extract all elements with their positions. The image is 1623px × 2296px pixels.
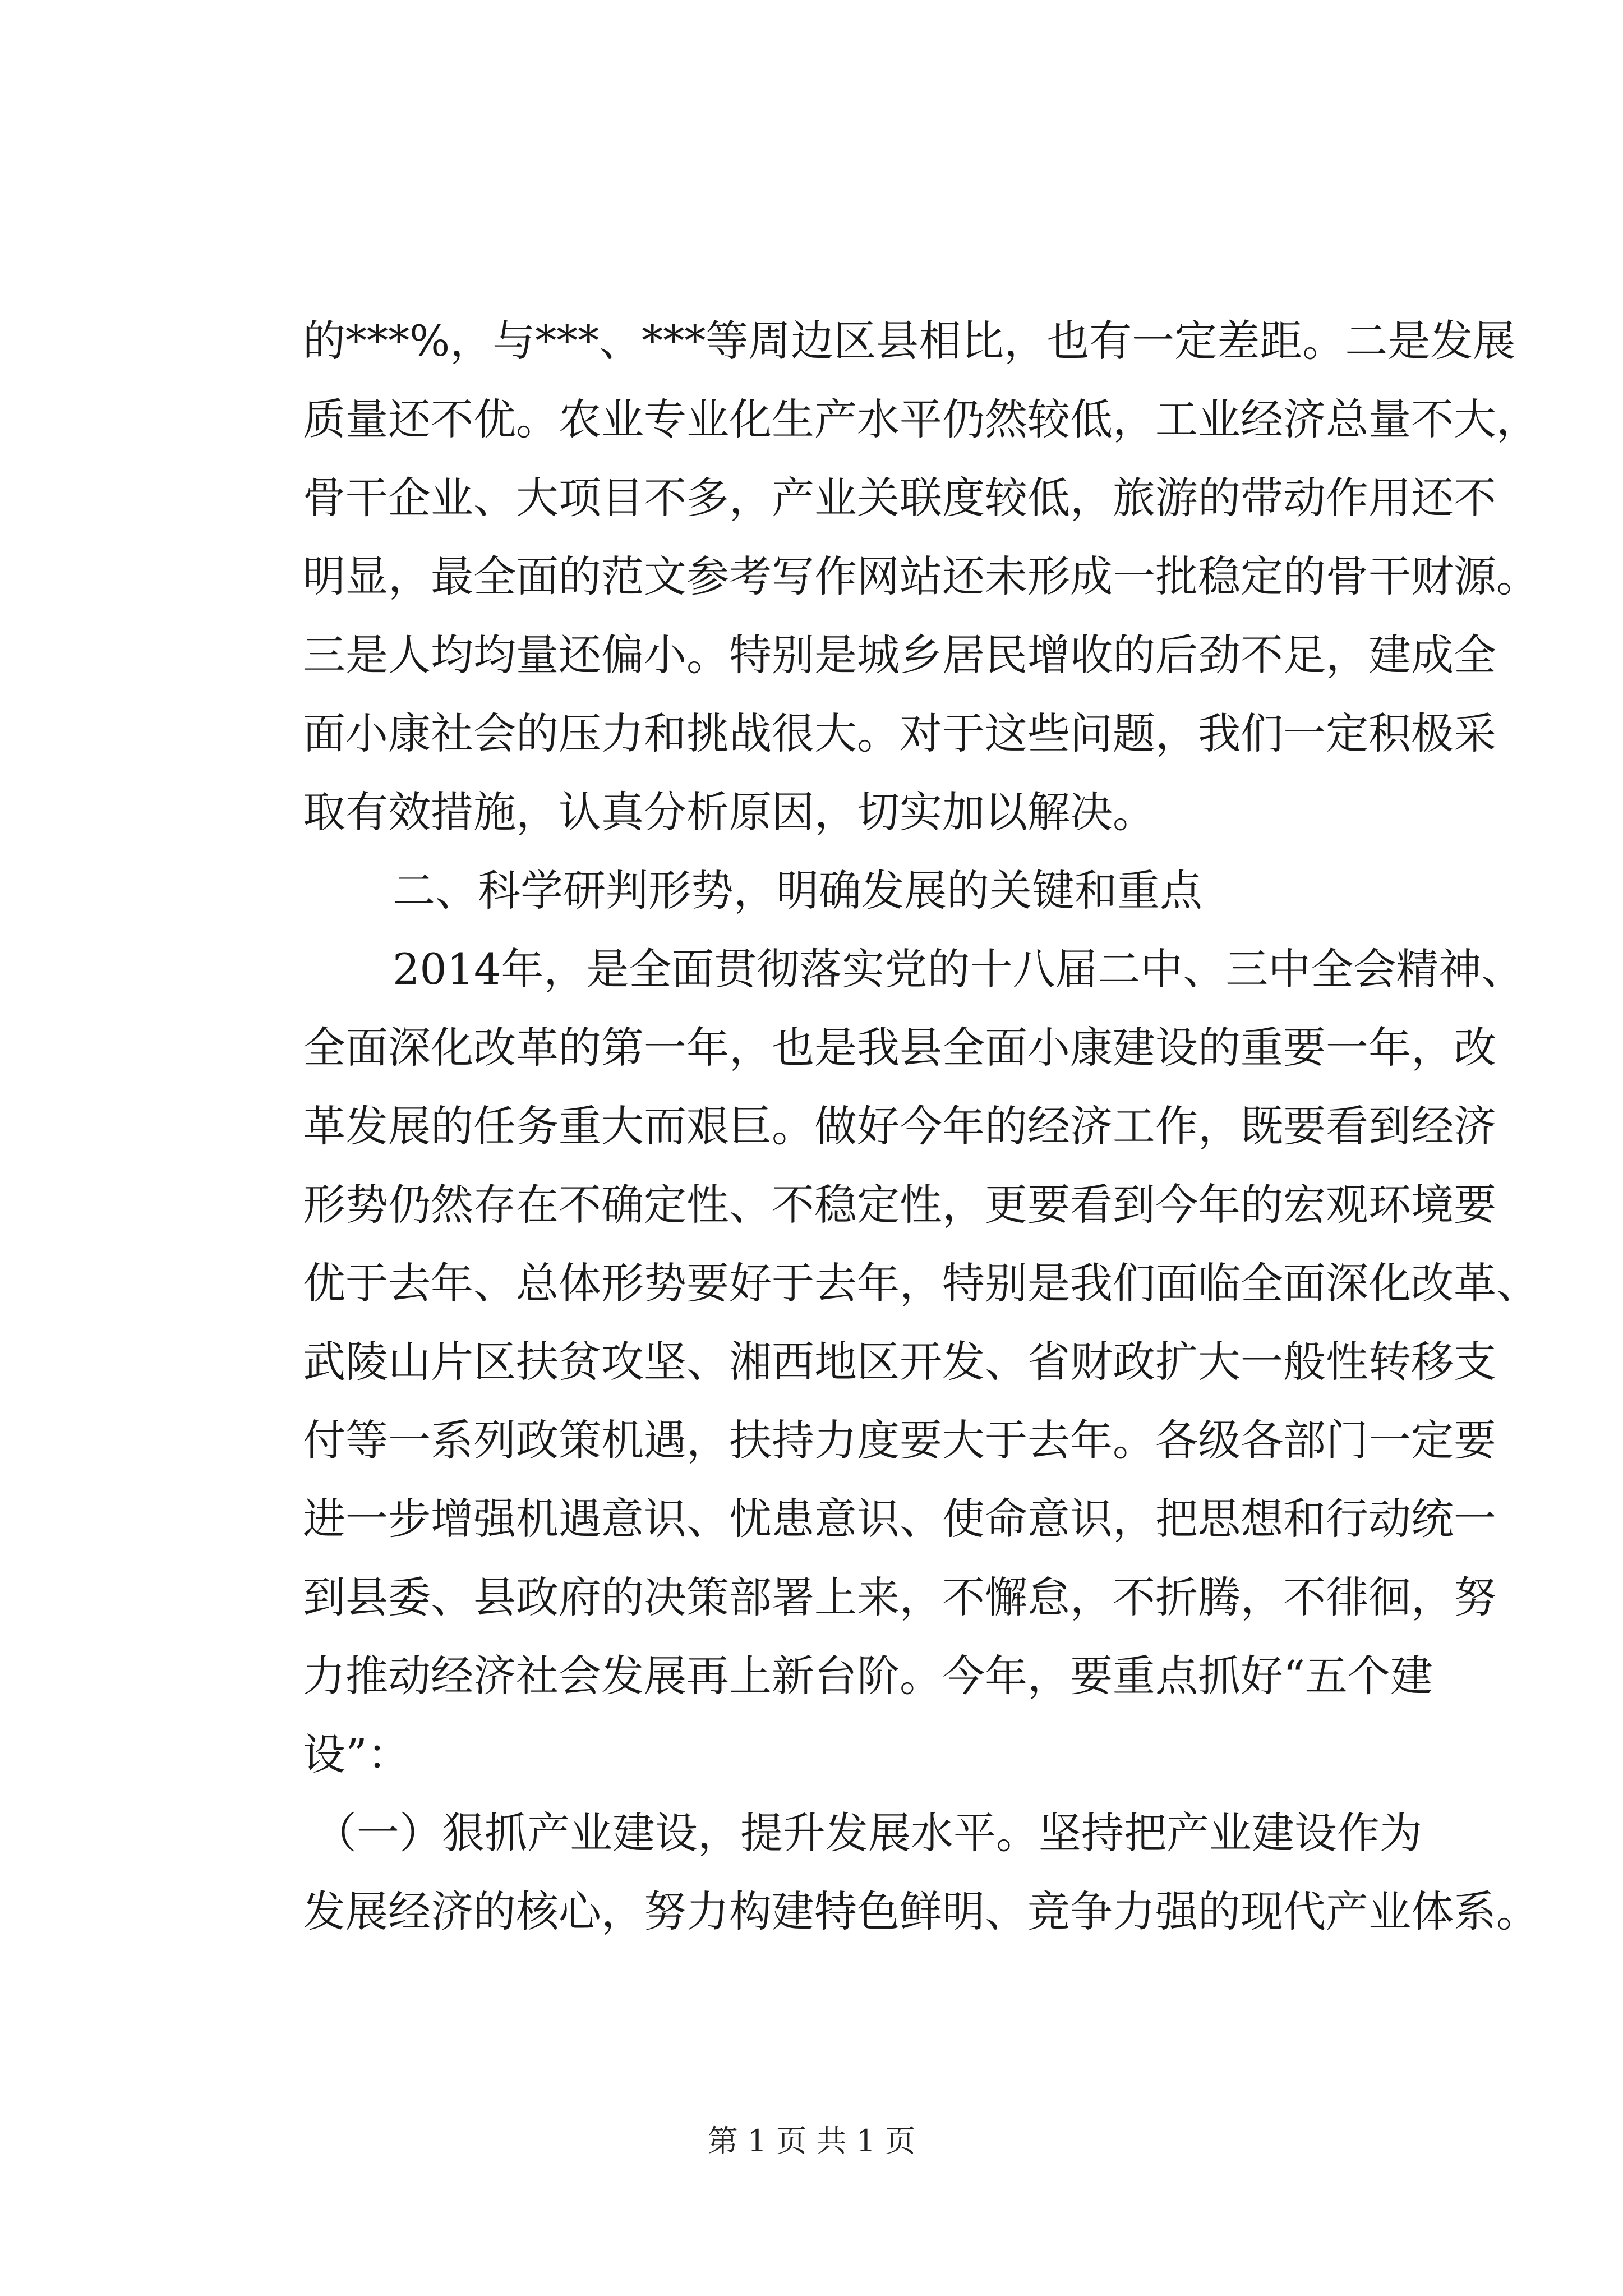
body-text-line: 进一步增强机遇意识、忧患意识、使命意识，把思想和行动统一	[303, 1494, 1496, 1544]
body-text-line: 明显，最全面的范文参考写作网站还未形成一批稳定的骨干财源。	[303, 551, 1539, 601]
body-text-line: 到县委、县政府的决策部署上来，不懈怠，不折腾，不徘徊，努	[303, 1572, 1496, 1622]
body-text-line: 的***%，与***、***等周边区县相比，也有一定差距。二是发展	[303, 316, 1516, 366]
body-text-line: 付等一系列政策机遇，扶持力度要大于去年。各级各部门一定要	[303, 1415, 1496, 1465]
body-text-line: 质量还不优。农业专业化生产水平仍然较低，工业经济总量不大，	[303, 394, 1539, 444]
paragraph-first-line: 2014年，是全面贯彻落实党的十八届二中、三中全会精神、	[393, 944, 1524, 994]
body-text-line: 骨干企业、大项目不多，产业关联度较低，旅游的带动作用还不	[303, 473, 1496, 523]
body-text-line: 取有效措施，认真分析原因，切实加以解决。	[303, 787, 1155, 837]
body-text-line: 形势仍然存在不确定性、不稳定性，更要看到今年的宏观环境要	[303, 1180, 1496, 1230]
body-text-line: 武陵山片区扶贫攻坚、湘西地区开发、省财政扩大一般性转移支	[303, 1337, 1496, 1387]
section-heading: 二、科学研判形势，明确发展的关键和重点	[393, 866, 1202, 915]
body-text-line: 全面深化改革的第一年，也是我县全面小康建设的重要一年，改	[303, 1023, 1496, 1073]
body-text-line: 革发展的任务重大而艰巨。做好今年的经济工作，既要看到经济	[303, 1101, 1496, 1151]
body-text-line: 力推动经济社会发展再上新台阶。今年，要重点抓好“五个建	[303, 1651, 1433, 1701]
body-text-line: 设”：	[303, 1729, 410, 1779]
body-text-line: 优于去年、总体形势要好于去年，特别是我们面临全面深化改革、	[303, 1258, 1539, 1308]
subsection-first-line: （一）狠抓产业建设，提升发展水平。坚持把产业建设作为	[314, 1808, 1422, 1858]
body-text-line: 三是人均均量还偏小。特别是城乡居民增收的后劲不足，建成全	[303, 630, 1496, 680]
body-text-line: 面小康社会的压力和挑战很大。对于这些问题，我们一定积极采	[303, 708, 1496, 758]
page-number-footer: 第 1 页 共 1 页	[707, 2123, 916, 2159]
body-text-line: 发展经济的核心，努力构建特色鲜明、竞争力强的现代产业体系。	[303, 1887, 1539, 1936]
